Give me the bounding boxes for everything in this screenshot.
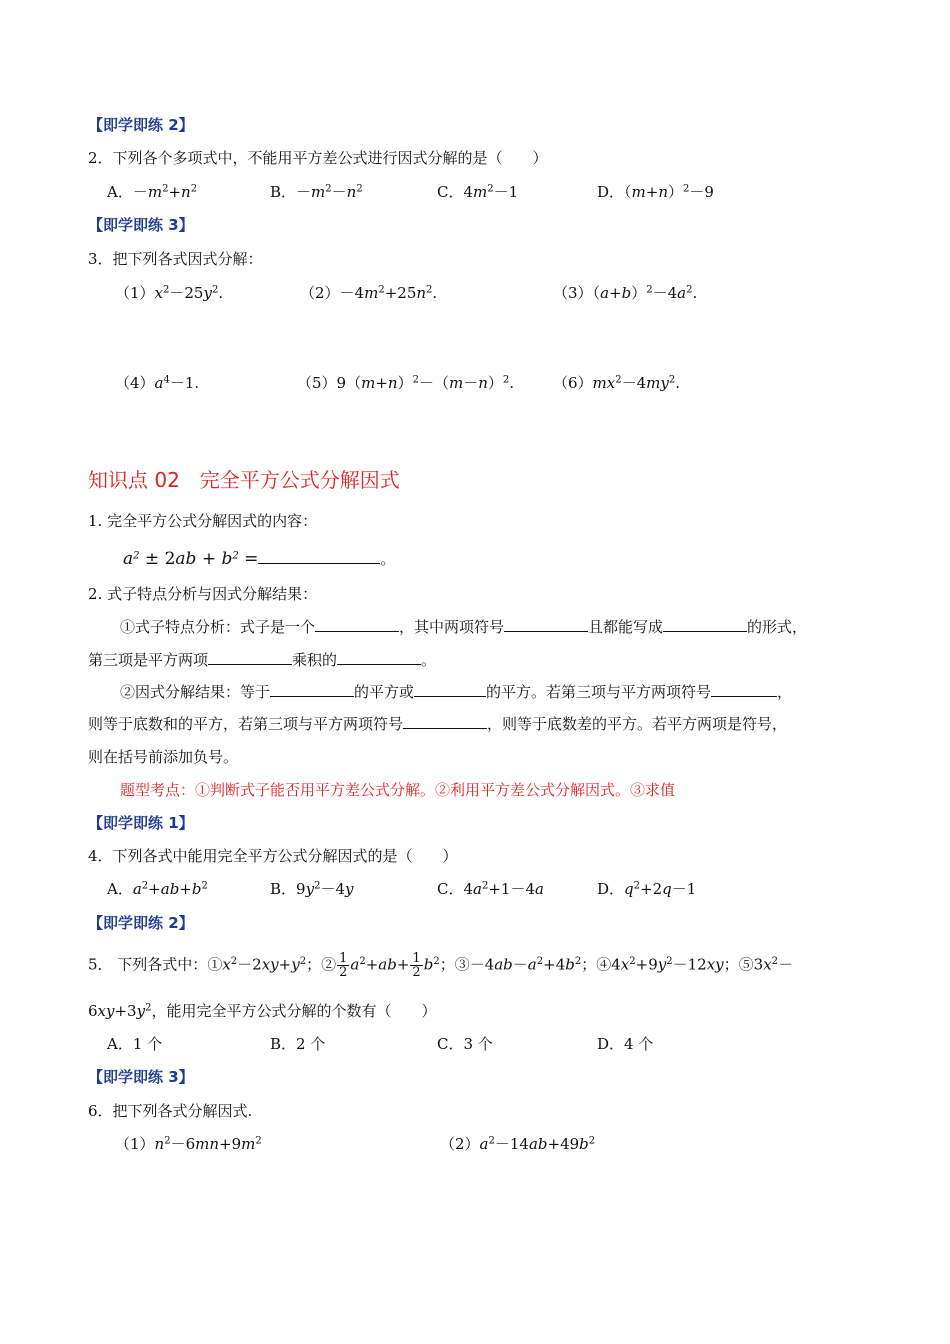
formula: $a^2 \pm 2ab + b^2$ = 。 bbox=[123, 549, 396, 569]
content-line-3: ①式子特点分析：式子是一个 ，其中两项符号 且都能写成 的形式， bbox=[120, 618, 808, 636]
option-d: D．$(m+n)^2-9$ bbox=[597, 183, 714, 201]
question-6: 6．把下列各式分解因式. bbox=[88, 1102, 253, 1120]
option-c: C．$4m^2-1$ bbox=[437, 183, 519, 201]
exercise-tag: 【即学即练 2】 bbox=[88, 116, 194, 134]
question-5-line-2: $6xy+3y^2$，能用完全平方公式分解的个数有（ ） bbox=[88, 1002, 437, 1020]
sub-problem-3: $(3)(a+b)^2-4a^2$. bbox=[553, 284, 698, 302]
option-c: C．3 个 bbox=[437, 1035, 493, 1053]
option-d: D．$q^2+2q-1$ bbox=[597, 880, 697, 898]
option-b: B．$9y^2-4y$ bbox=[270, 880, 354, 898]
option-a: A．1 个 bbox=[107, 1035, 163, 1053]
content-line-4: 第三项是平方两项 乘积的 。 bbox=[88, 651, 437, 669]
question-3: 3．把下列各式因式分解： bbox=[88, 250, 263, 268]
content-line-5: ②因式分解结果：等于 的平方或 的平方。若第三项与平方两项符号 ， bbox=[120, 683, 793, 701]
sub-problem-5: $(5)9(m+n)^2-(m-n)^2$. bbox=[297, 374, 515, 392]
exercise-tag: 【即学即练 2】 bbox=[88, 914, 194, 932]
question-5-line-1: 5． 下列各式中：$①x^2-2xy+y^2$；② $\frac{1}{2}$ $a^2+ab+$ $\frac{1}{2}$ $b^2$；$③-4ab-a^2+4b^2$；$④4x^2+9y^2-12xy$；$⑤3x^2-$ bbox=[88, 951, 794, 980]
content-line-2: 2. 式子特点分析与因式分解结果： bbox=[88, 585, 318, 603]
content-line-6: 则等于底数和的平方，若第三项与平方两项符号 ，则等于底数差的平方。若平方两项是符号， bbox=[88, 715, 788, 733]
option-b: B．2 个 bbox=[270, 1035, 326, 1053]
sub-problem-4: $(4)a^4-1$. bbox=[115, 374, 200, 392]
fraction-half: $\frac{1}{2}$ bbox=[412, 951, 421, 980]
question-2: 2．下列各个多项式中，不能用平方差公式进行因式分解的是（ ） bbox=[88, 149, 548, 167]
sub-problem-2: $(2)-4m^2+25n^2$. bbox=[300, 284, 438, 302]
option-c: C．$4a^2+1-4a$ bbox=[437, 880, 544, 898]
exercise-tag: 【即学即练 1】 bbox=[88, 814, 194, 832]
sub-problem-1: $(1)x^2-25y^2$. bbox=[115, 284, 224, 302]
option-a: A．$-m^2+n^2$ bbox=[107, 183, 198, 201]
option-a: A．$a^2+ab+b^2$ bbox=[107, 880, 208, 898]
exercise-tag: 【即学即练 3】 bbox=[88, 216, 194, 234]
exercise-tag: 【即学即练 3】 bbox=[88, 1068, 194, 1086]
section-title: 知识点 02 完全平方公式分解因式 bbox=[88, 468, 400, 492]
question-4: 4．下列各式中能用完全平方公式分解因式的是（ ） bbox=[88, 847, 458, 865]
sub-problem-2: $(2)a^2-14ab+49b^2$ bbox=[440, 1135, 596, 1153]
content-line-1: 1. 完全平方公式分解因式的内容： bbox=[88, 512, 318, 530]
fraction-half: $\frac{1}{2}$ bbox=[339, 951, 348, 980]
topic-note: 题型考点：①判断式子能否用平方差公式分解。②利用平方差公式分解因式。③求值 bbox=[120, 781, 676, 799]
option-b: B．$-m^2-n^2$ bbox=[270, 183, 363, 201]
content-line-7: 则在括号前添加负号。 bbox=[88, 748, 239, 766]
option-d: D．4 个 bbox=[597, 1035, 654, 1053]
sub-problem-6: $(6)mx^2-4my^2$. bbox=[553, 374, 681, 392]
sub-problem-1: $(1)n^2-6mn+9m^2$ bbox=[115, 1135, 262, 1153]
